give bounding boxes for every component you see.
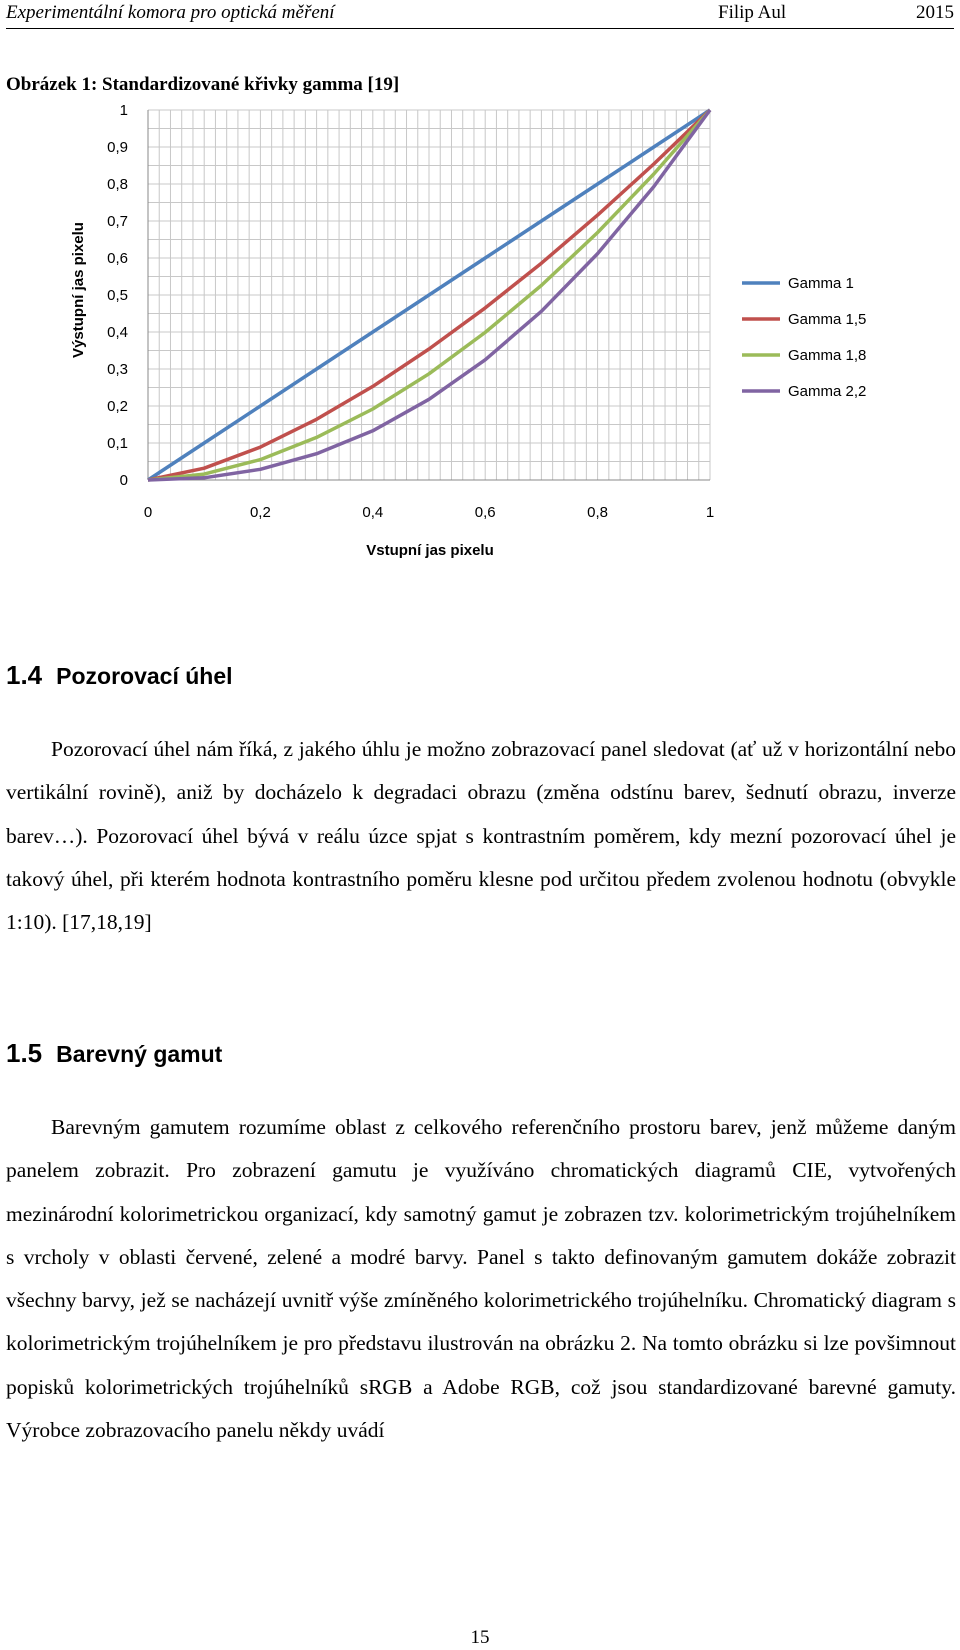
y-tick-label: 0,9 bbox=[107, 139, 128, 156]
legend-label: Gamma 1,8 bbox=[788, 347, 867, 364]
figure-caption: Obrázek 1: Standardizované křivky gamma [19] bbox=[6, 74, 400, 95]
y-tick-label: 1 bbox=[119, 102, 128, 119]
page-header bbox=[6, 0, 954, 29]
y-tick-label: 0,1 bbox=[107, 435, 128, 452]
y-tick-label: 0,3 bbox=[107, 361, 128, 378]
y-tick-label: 0,5 bbox=[107, 287, 128, 304]
section-heading-1-4 bbox=[6, 660, 233, 691]
chart-ticks bbox=[107, 102, 714, 521]
y-tick-label: 0,2 bbox=[107, 398, 128, 415]
section-title: Barevný gamut bbox=[56, 1041, 223, 1067]
header-author: Filip Aul bbox=[718, 2, 787, 23]
header-year: 2015 bbox=[916, 2, 954, 23]
chart-legend bbox=[742, 275, 866, 400]
section-title: Pozorovací úhel bbox=[56, 663, 233, 689]
y-axis-label: Výstupní jas pixelu bbox=[70, 222, 87, 358]
header-title: Experimentální komora pro optická měření bbox=[6, 2, 335, 23]
y-tick-label: 0,8 bbox=[107, 176, 128, 193]
section-heading-1-5 bbox=[6, 1038, 222, 1069]
x-tick-label: 1 bbox=[705, 504, 715, 521]
paragraph-viewing-angle: Pozorovací úhel nám říká, z jakého úhlu je možno zobrazovací panel sledovat (ať už v horizontální nebo vertikální rovině), aniž by docházelo k degradaci obrazu (změna odstínu barev, šednutí obrazu, inverze barev…). Pozorovací úhel bývá v reálu úzce spjat s kontrastním poměrem, kdy mezní pozorovací úhel je takový úhel, při kterém hodnota kontrastního poměru klesne pod určitou předem zvolenou hodnotu (obvykle 1:10). [17,18,19] bbox=[6, 737, 956, 935]
page-number: 15 bbox=[470, 1627, 490, 1648]
section-number: 1.4 bbox=[6, 660, 43, 690]
gamma-chart bbox=[0, 100, 960, 600]
legend-label: Gamma 2,2 bbox=[788, 383, 867, 400]
x-tick-label: 0,6 bbox=[474, 504, 496, 521]
x-tick-label: 0,2 bbox=[249, 504, 271, 521]
x-tick-label: 0,4 bbox=[362, 504, 384, 521]
x-axis-label: Vstupní jas pixelu bbox=[366, 542, 494, 559]
section-number: 1.5 bbox=[6, 1038, 43, 1068]
x-tick-label: 0 bbox=[143, 504, 153, 521]
legend-label: Gamma 1,5 bbox=[788, 311, 867, 328]
legend-label: Gamma 1 bbox=[788, 275, 854, 292]
y-tick-label: 0,6 bbox=[107, 250, 128, 267]
y-tick-label: 0,7 bbox=[107, 213, 128, 230]
y-tick-label: 0,4 bbox=[107, 324, 128, 341]
y-tick-label: 0 bbox=[119, 472, 128, 489]
x-tick-label: 0,8 bbox=[587, 504, 609, 521]
paragraph-color-gamut: Barevným gamutem rozumíme oblast z celkového referenčního prostoru barev, jenž můžeme daným panelem zobrazit. Pro zobrazení gamutu je využíváno chromatických diagramů CIE, vytvořených mezinárodní kolorimetrickou organizací, kdy samotný gamut je zobrazen tzv. kolorimetrickým trojúhelníkem s vrcholy v oblasti červené, zelené a modré barvy. Panel s takto definovaným gamutem dokáže zobrazit všechny barvy, jež se nacházejí uvnitř výše zmíněného kolorimetrického trojúhelníku. Chromatický diagram s kolorimetrickým trojúhelníkem je pro představu ilustrován na obrázku 2. Na tomto obrázku si lze povšimnout popisků kolorimetrických trojúhelníků sRGB a Adobe RGB, což jsou standardizované barevné gamuty. Výrobce zobrazovacího panelu někdy uvádí bbox=[6, 1115, 956, 1443]
